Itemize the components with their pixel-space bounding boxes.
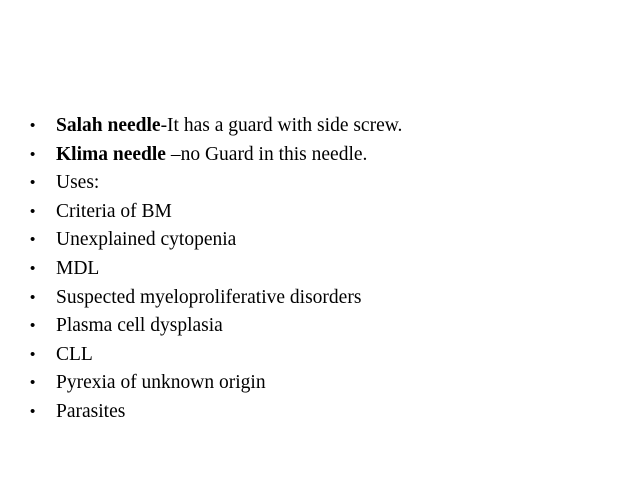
bullet-text: Unexplained cytopenia <box>56 229 237 251</box>
bullet-item-uses <box>30 169 402 198</box>
bullet-icon: • <box>30 202 36 220</box>
bullet-text: Suspected myeloproliferative disorders <box>56 286 362 308</box>
bullet-item-pyrexia <box>30 369 402 398</box>
bullet-icon: • <box>30 317 36 335</box>
bullet-icon: • <box>30 259 36 277</box>
bullet-item-klima-needle <box>30 141 402 170</box>
bullet-text: Criteria of BM <box>56 200 172 222</box>
bullet-item-myeloproliferative <box>30 284 402 313</box>
bullet-icon: • <box>30 402 36 420</box>
bullet-bold-text: Salah needle <box>56 115 161 136</box>
bullet-icon: • <box>30 174 36 192</box>
bullet-text: -It has a guard with side screw. <box>160 115 403 136</box>
bullet-text: Pyrexia of unknown origin <box>56 372 266 394</box>
bullet-icon: • <box>30 288 36 306</box>
bullet-icon: • <box>30 374 36 392</box>
bullet-text: Plasma cell dysplasia <box>56 315 223 337</box>
bullet-text: –no Guard in this needle. <box>165 143 368 165</box>
bullet-icon: • <box>30 145 36 163</box>
bullet-icon: • <box>30 117 36 134</box>
bullet-item-plasma-cell-dysplasia <box>30 312 402 341</box>
bullet-text: Parasites <box>56 400 126 422</box>
bullet-text: MDL <box>56 257 100 279</box>
bullet-list <box>30 112 402 427</box>
bullet-item-mdl <box>30 255 402 284</box>
bullet-icon: • <box>30 231 36 249</box>
bullet-item-unexplained-cytopenia <box>30 226 402 255</box>
bullet-icon: • <box>30 345 36 363</box>
bullet-bold-text: Klima needle <box>56 143 166 165</box>
bullet-text: Uses: <box>56 172 100 194</box>
bullet-item-salah-needle <box>30 112 402 141</box>
bullet-item-cll <box>30 341 402 370</box>
bullet-text: CLL <box>56 343 93 365</box>
bullet-item-parasites <box>30 398 402 427</box>
bullet-item-criteria-of-bm <box>30 198 402 227</box>
